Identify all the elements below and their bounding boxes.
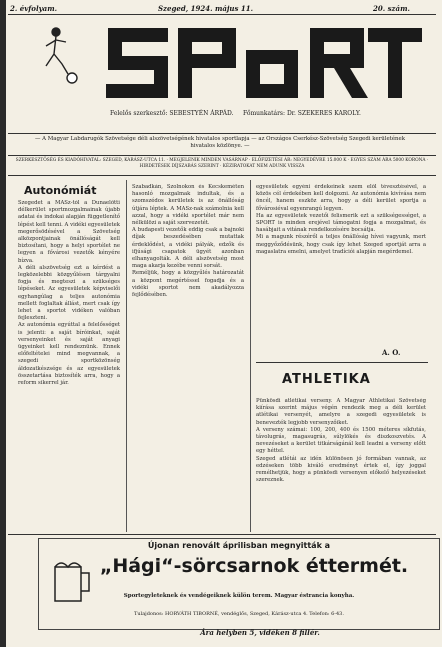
paragraph: Pünkösdi atlétikai verseny. A Magyar Athletikai Szövetség kiírása szerint május végén rendezik meg a déli kerület atlétikai versenyét, amelyre a szegedi egyesületek is benevezték legjobb versenyzőiket.	[256, 398, 426, 426]
paragraph: Szeged atlétái az idén különösen jó formában vannak, az edzéseken több kiváló eredményt értek el, így joggal remélhetjük, hogy a pünkösdi versenyen előkelő helyezéseket szereznek.	[256, 455, 426, 484]
article-column-1	[18, 200, 120, 530]
dateline: Szeged, 1924. május 11.	[158, 4, 254, 13]
paragraph: A budapesti vezetők eddig csak a bajnoki díjak beszedésében mutattak érdeklődést, a vidéki pályák, edzők és ifjúsági csapatok ügyét azonban elhanyagolták. A déli alszövetség most maga akarja kezébe venni sorsát.	[132, 227, 244, 270]
paragraph: Szegedet a MASz-tól a Dunaelőtti délkerület sportmozgalmainak újabb adatai és indokai alapján függetlenítő lépést kell tenni. A vidéki egyesületek megerősödésével a Szövetség alközpontjainak önállóságát kell biztosítani, hogy a helyi sportélet ne legyen a fővárosi vezetők kényére bízva.	[18, 200, 120, 264]
ad-headline: Újonan renovált áprilisban megnyitták a	[147, 541, 331, 550]
paragraph: A déli alszövetség ezt a kérdést a legközelebbi közgyűlésen tárgyalni fogja és megteszi a szükséges lépéseket. Az egyesületek képviselői egyhangúlag a teljes autonómia mellett foglaltak állást, mert csak így lehet a sportot vidéken valóban fejleszteni.	[18, 264, 120, 322]
paragraph: Mi a magunk részéről a teljes önállóság hívei vagyunk, mert meggyőződésünk, hogy csak így lehet Szeged sportját arra a magaslatra emelni, amelyet tradíciói alapján megérdemel.	[256, 234, 426, 255]
ad-footer: Tulajdonos: HORVÁTH TIBORNÉ, vendéglős, Szeged, Kárász-utca 4. Telefon: 6-43.	[134, 611, 344, 617]
paragraph: A verseny számai: 100, 200, 400 és 1500 méteres síkfutás, távolugrás, magasugrás, súlylökés és diszkoszvetés. A nevezéseket a kerület titkárságánál kell leadni a verseny előtt egy héttel.	[256, 426, 426, 455]
article-column-2	[132, 184, 244, 530]
section-rule	[256, 362, 428, 363]
column-rule	[250, 180, 251, 532]
notice-rule	[8, 155, 436, 156]
ad-name: „Hági“-sörcsarnok éttermét.	[99, 555, 409, 577]
article-title-autonomia: Autonómiát	[24, 184, 97, 197]
ad-rule	[8, 534, 436, 535]
article-title-athletika: ATHLETIKA	[282, 372, 371, 387]
masthead-logo	[28, 20, 423, 106]
publisher-credit: Főmunkatárs: Dr. SZEKERES KAROLY.	[243, 110, 361, 117]
article-signature: A. O.	[382, 348, 401, 357]
notice-text: — A Magyar Labdarugók Szövetsége déli alszövetségének hivatalos sportlapja — az Országos Cserkész-Szövetség Szegedi kerületének hivatalos közlönye. —	[35, 136, 405, 149]
athletika-column	[256, 398, 426, 530]
top-rule	[8, 14, 436, 15]
article-column-3	[256, 184, 426, 344]
paragraph: Szabadkán, Szolnokon és Kecskeméten hasonló mozgalmak indultak, és a szomszédos kerületek is az önállóság útjára léptek. A MASz-nak számolnia kell azzal, hogy a vidéki sportélet már nem nélkülözi a saját szervezetét.	[132, 184, 244, 227]
legal-text: SZERKESZTŐSÉG ÉS KIADÓHIVATAL: SZEGED, KÁRÁSZ-UTCA 11. · MEGJELENIK MINDEN VASÁRNAP · ELŐFIZETÉSI ÁR: NEGYEDÉVRE 15.000 K · EGYES SZÁM ÁRA 5000 KORONA · HIRDETÉSEK DÍJSZABÁS SZERINT · KÉZIRATOKAT NEM ADUNK VISSZA	[15, 158, 429, 169]
footballer-icon	[46, 28, 77, 83]
legal-rule	[8, 175, 436, 176]
editor-credit: Felelős szerkesztő: SEBESTYÉN ÁRPÁD.	[110, 110, 234, 117]
page-edge	[0, 0, 6, 647]
issue-number: 20. szám.	[373, 4, 410, 13]
masthead	[28, 20, 428, 124]
price-line: Ára helyben 5, vidéken 8 fillér.	[200, 628, 320, 637]
paragraph: Reméljük, hogy a közgyűlés határozatát a központ megértéssel fogadja és a vidéki sportot nem akadályozza fejlődésében.	[132, 270, 244, 299]
ad-subline: Sportegyleteknek és vendégeiknek külön terem. Magyar éstrancia konyha.	[123, 593, 355, 599]
paragraph: Ha az egyesületek vezetői felismerik ezt a szükségességet, a SPORT is minden erejével támogatni fogja a mozgalmat, és hasábjait a vitának rendelkezésére bocsátja.	[256, 212, 426, 234]
volume-label: 2. évfolyam.	[10, 4, 58, 13]
advertisement-box	[38, 538, 440, 630]
masthead-rule	[8, 133, 436, 134]
column-rule	[126, 180, 127, 532]
paragraph: Az autonómia egyúttal a felelősséget is jelenti: a saját bíróinkat, saját versenyeinket és saját anyagi ügyeinket kell rendeznünk. Ennek előfeltételei mind megvannak, a szegedi sportközönség áldozatkészsége és az egyesületek összetartása biztosíték arra, hogy a reform sikerrel jár.	[18, 322, 120, 387]
sport-logo-icon	[28, 20, 423, 106]
paragraph: egyesületek egyéni érdekeinek szem elől tévesztésével, a közös cél érdekében kell dolgozni. Az autonómia kivívása nem öncél, hanem eszköz arra, hogy a déli kerület sportja a fővárosiéval egyenrangú legyen.	[256, 184, 426, 212]
